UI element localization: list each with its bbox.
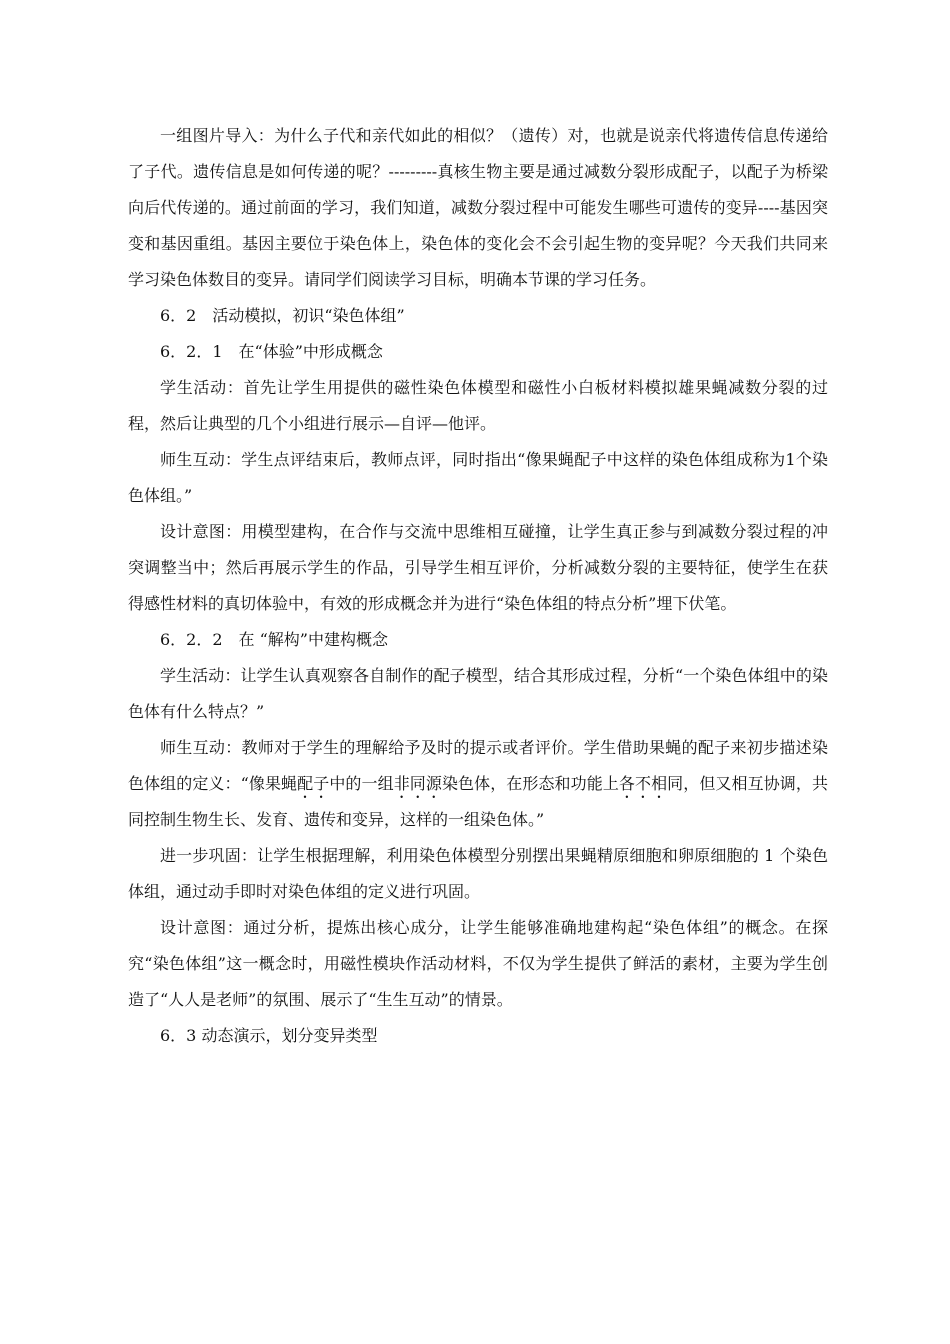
design-intent-paragraph-2: 设计意图：通过分析，提炼出核心成分，让学生能够准确地建构起“染色体组”的概念。在探究“染色体组”这一概念时，用磁性模块作活动材料，不仅为学生提供了鲜活的素材，主要为学生创造了“人人是老师”的氛围、展示了“生生互动”的情景。	[128, 918, 828, 1009]
section-heading-6-2-1: 6．2．1 在“体验”中形成概念	[160, 342, 383, 361]
section-heading-6-3: 6．3 动态演示，划分变异类型	[160, 1026, 378, 1045]
section-heading-6-2-2: 6．2．2 在 “解构”中建构概念	[160, 630, 388, 649]
emphasis-gamete: 配子	[297, 774, 330, 793]
definition-text-mid-1: 中的一组	[329, 774, 394, 793]
student-activity-paragraph-2: 学生活动：让学生认真观察各自制作的配子模型，结合其形成过程，分析“一个染色体组中的染色体有什么特点？”	[128, 666, 828, 721]
section-heading-6-2: 6．2 活动模拟，初识“染色体组”	[160, 306, 405, 325]
teacher-student-interaction-paragraph-1: 师生互动：学生点评结束后，教师点评，同时指出“像果蝇配子中这样的染色体组成称为1个染色体组。”	[128, 450, 828, 505]
consolidation-paragraph: 进一步巩固：让学生根据理解，利用染色体模型分别摆出果蝇精原细胞和卵原细胞的 1 个染色体组，通过动手即时对染色体组的定义进行巩固。	[128, 846, 828, 901]
teacher-student-interaction-paragraph-2	[128, 730, 828, 838]
definition-text-mid-2: 染色体，在形态和功能上	[441, 774, 619, 793]
definition-text-after: 同，但又相互协调，共同控制生物生长、发育、遗传和变异，这样的一组染色体。”	[128, 774, 828, 829]
document-body	[128, 118, 828, 1054]
student-activity-paragraph-1: 学生活动：首先让学生用提供的磁性染色体模型和磁性小白板材料模拟雄果蝇减数分裂的过程，然后让典型的几个小组进行展示—自评—他评。	[128, 378, 828, 433]
emphasis-different: 各不相	[618, 774, 668, 793]
definition-text-before: 师生互动：教师对于学生的理解给予及时的提示或者评价。学生借助果蝇的配子来初步描述染色体组的定义：“像果蝇	[128, 738, 828, 793]
emphasis-non-homologous: 非同源	[393, 774, 442, 793]
intro-paragraph: 一组图片导入：为什么子代和亲代如此的相似？（遗传）对，也就是说亲代将遗传信息传递给了子代。遗传信息是如何传递的呢？---------真核生物主要是通过减数分裂形成配子，以配子为桥梁向后代传递的。通过前面的学习，我们知道，减数分裂过程中可能发生哪些可遗传的变异----基因突变和基因重组。基因主要位于染色体上，染色体的变化会不会引起生物的变异呢？今天我们共同来学习染色体数目的变异。请同学们阅读学习目标，明确本节课的学习任务。	[128, 126, 828, 289]
design-intent-paragraph-1: 设计意图：用模型建构，在合作与交流中思维相互碰撞，让学生真正参与到减数分裂过程的冲突调整当中；然后再展示学生的作品，引导学生相互评价，分析减数分裂的主要特征，使学生在获得感性材料的真切体验中，有效的形成概念并为进行“染色体组的特点分析”埋下伏笔。	[128, 522, 828, 613]
